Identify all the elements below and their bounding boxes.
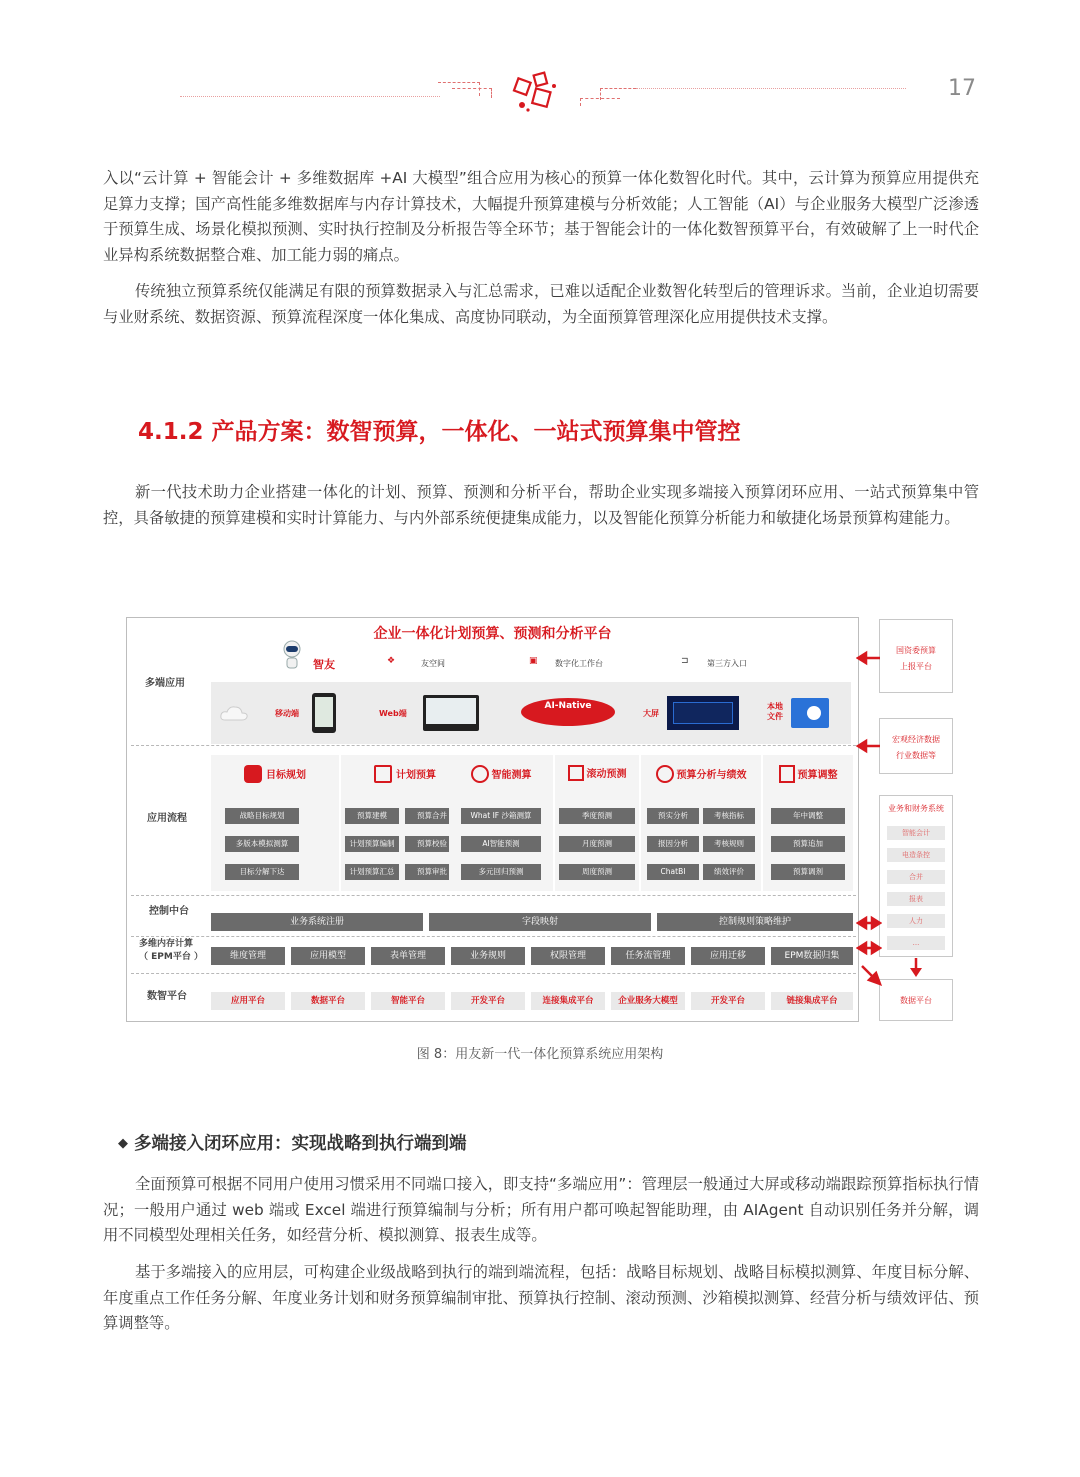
side-chip: 智能会计 xyxy=(887,826,945,840)
column-label-rolling-forecast: 滚动预测 xyxy=(586,769,627,780)
chart-icon xyxy=(568,765,584,781)
page-number: 17 xyxy=(948,76,976,101)
column-rolling-forecast xyxy=(555,755,639,891)
column-label-analysis: 预算分析与绩效 xyxy=(676,770,747,781)
column-label-plan-budget: 计划预算 xyxy=(396,770,436,781)
epm-bar: 权限管理 xyxy=(531,947,605,965)
folder-icon xyxy=(791,698,829,728)
flow-item: 计划预算编制 xyxy=(345,836,399,852)
flow-item: 战略目标规划 xyxy=(225,808,299,824)
subsection-title: 多端接入闭环应用：实现战略到执行端到端 xyxy=(134,1134,467,1154)
flow-item: 预算校验 xyxy=(405,836,459,852)
column-title-target-planning xyxy=(211,765,339,783)
platform-bar: 应用平台 xyxy=(211,992,285,1010)
row-label-flow: 应用流程 xyxy=(147,813,187,824)
side-chip: 合并 xyxy=(887,870,945,884)
platform-bar: 连接集成平台 xyxy=(531,992,605,1010)
paragraph-traditional: 传统独立预算系统仅能满足有限的预算数据录入与汇总需求，已难以适配企业数智化转型后的管理诉求。当前，企业迫切需要与业财系统、数据资源、预算流程深度一体化集成、高度协同联动，为全面预算管理深化应用提供技术支撑。 xyxy=(103,282,979,326)
flow-item: 预算审批 xyxy=(405,864,459,880)
column-label-target-planning: 目标规划 xyxy=(266,770,306,781)
friend-space-icon: ❖ xyxy=(387,656,396,666)
app-zhiyou: 智友 xyxy=(313,658,335,671)
side-box-sasac xyxy=(879,619,953,693)
side-box-biz-finance xyxy=(879,795,953,957)
app-friend-space: 友空间 xyxy=(421,659,445,668)
cloud-icon xyxy=(219,704,249,722)
platform-bar: 开发平台 xyxy=(691,992,765,1010)
header-dotted-line-left xyxy=(180,96,440,97)
column-title-analysis xyxy=(641,765,761,783)
control-bar: 字段映射 xyxy=(429,913,651,931)
flow-item: 预算调剂 xyxy=(771,864,845,880)
side-label: 业务和财务系统 xyxy=(888,804,944,813)
epm-bar: EPM数据归集 xyxy=(771,947,853,965)
side-chip: 电造条控 xyxy=(887,848,945,862)
diagram-title: 企业一体化计划预算、预测和分析平台 xyxy=(373,626,612,642)
flow-item: 周度预测 xyxy=(559,864,635,880)
flow-item: 报因分析 xyxy=(647,836,699,852)
header-step-left-2 xyxy=(452,88,492,98)
column-label-budget-adjust: 预算调整 xyxy=(797,770,838,781)
side-label: 宏观经济数据 xyxy=(892,735,940,744)
epm-bar: 任务流管理 xyxy=(611,947,685,965)
flow-item: 考核规则 xyxy=(703,836,755,852)
flow-item: 月度预测 xyxy=(559,836,635,852)
mobile-device-icon xyxy=(312,693,336,733)
adjust-doc-icon xyxy=(779,765,795,783)
figure-caption: 图 8：用友新一代一体化预算系统应用架构 xyxy=(416,1047,664,1062)
platform-bar: 企业服务大模型 xyxy=(611,992,685,1010)
paragraph-new-tech: 新一代技术助力企业搭建一体化的计划、预算、预测和分析平台，帮助企业实现多端接入预算闭环应用、一站式预算集中管控，具备敏捷的预算建模和实时计算能力、与内外部系统便捷集成能力，以及智能化预算分析能力和敏捷化场景预算构建能力。 xyxy=(103,483,979,527)
workbench-icon: ▣ xyxy=(529,656,538,666)
row-label-epm-2: （ EPM平台 ） xyxy=(139,952,203,962)
paragraph-intro: 入以“云计算 + 智能会计 + 多维数据库 +AI 大模型”组合应用为核心的预算一体化数智化时代。其中，云计算为预算应用提供充足算力支撑；国产高性能多维数据库与内存计算技术，大幅提升预算建模与分析效能；人工智能（AI）与企业服务大模型广泛渗透于预算生成、场景化模拟预测、实时执行控制及分析报告等全环节；基于智能会计的一体化数智预算平台，有效破解了上一时代企业异构系统数据整合难、加工能力弱的痛点。 xyxy=(103,169,979,264)
flow-item: ChatBI xyxy=(647,864,699,880)
separator-3 xyxy=(131,936,856,937)
side-label: 上报平台 xyxy=(900,662,932,671)
side-label: 国资委预算 xyxy=(896,646,936,655)
column-analysis-performance xyxy=(641,755,761,891)
edit-doc-icon xyxy=(374,765,392,783)
row-label-control: 控制中台 xyxy=(149,906,189,917)
side-label: 行业数据等 xyxy=(896,751,936,760)
header-dotted-line-right xyxy=(636,88,906,89)
app-third-party: 第三方入口 xyxy=(707,659,747,668)
endpoint-big-screen: 大屏 xyxy=(643,709,659,718)
endpoint-mobile: 移动端 xyxy=(275,709,299,718)
flow-item: 年中调整 xyxy=(771,808,845,824)
platform-bar: 链接集成平台 xyxy=(771,992,853,1010)
endpoint-web: Web端 xyxy=(379,709,407,718)
flow-item: 预算追加 xyxy=(771,836,845,852)
side-box-data-platform xyxy=(879,979,953,1021)
row-label-multi: 多端应用 xyxy=(145,678,185,689)
endpoint-local-file: 本地文件 xyxy=(767,702,783,721)
down-arrow-icon xyxy=(908,958,924,978)
third-party-icon: ⊐ xyxy=(681,656,689,666)
row-label-epm-1: 多维内存计算 xyxy=(139,939,194,949)
cubes-icon xyxy=(510,70,566,116)
epm-bar: 应用迁移 xyxy=(691,947,765,965)
yen-icon xyxy=(471,765,489,783)
app-workbench: 数字化工作台 xyxy=(555,659,603,668)
flow-item: AI智能预测 xyxy=(461,836,541,852)
flow-item: 目标分解下达 xyxy=(225,864,299,880)
epm-bar: 业务规则 xyxy=(451,947,525,965)
flow-item: 计划预算汇总 xyxy=(345,864,399,880)
flow-item: 预算合并 xyxy=(405,808,459,824)
paragraph-end-to-end: 基于多端接入的应用层，可构建企业级战略到执行的端到端流程，包括：战略目标规划、战略目标模拟测算、年度目标分解、年度重点工作任务分解、年度业务计划和财务预算编制审批、预算执行控制、滚动预测、沙箱模拟测算、经营分析与绩效评估、预算调整等。 xyxy=(103,1263,979,1332)
flow-item: 预算建模 xyxy=(345,808,399,824)
diamond-bullet-icon: ◆ xyxy=(118,1136,128,1151)
row-label-data: 数智平台 xyxy=(147,991,187,1002)
architecture-diagram xyxy=(126,617,859,1022)
column-budget-adjust xyxy=(763,755,853,891)
flow-item: What IF 沙箱测算 xyxy=(461,808,541,824)
side-label: 数据平台 xyxy=(900,996,932,1005)
platform-bar: 开发平台 xyxy=(451,992,525,1010)
column-title-smart-calc xyxy=(449,765,553,783)
separator-1 xyxy=(131,745,856,746)
platform-bar: 智能平台 xyxy=(371,992,445,1010)
platform-bar: 数据平台 xyxy=(291,992,365,1010)
database-icon xyxy=(244,765,262,783)
side-chip: ... xyxy=(887,936,945,950)
ai-native-badge xyxy=(521,698,615,726)
control-bar: 业务系统注册 xyxy=(211,913,423,931)
pie-chart-icon xyxy=(656,765,674,783)
epm-bar: 表单管理 xyxy=(371,947,445,965)
column-title-rolling-forecast xyxy=(555,765,639,781)
separator-2 xyxy=(131,895,856,896)
subsection-heading xyxy=(118,1130,467,1155)
side-box-macro xyxy=(879,718,953,774)
robot-icon xyxy=(279,640,305,672)
column-title-budget-adjust xyxy=(763,765,853,783)
big-screen-icon xyxy=(667,696,739,730)
epm-bar: 应用模型 xyxy=(291,947,365,965)
separator-4 xyxy=(131,973,856,974)
epm-bar: 维度管理 xyxy=(211,947,285,965)
side-chip: 人力 xyxy=(887,914,945,928)
flow-item: 多元回归预测 xyxy=(461,864,541,880)
column-label-smart-calc: 智能测算 xyxy=(491,770,532,781)
column-target-planning xyxy=(211,755,339,891)
flow-item: 考核指标 xyxy=(703,808,755,824)
section-heading: 4.1.2 产品方案：数智预算，一体化、一站式预算集中管控 xyxy=(138,419,741,445)
paragraph-multi-endpoint: 全面预算可根据不同用户使用习惯采用不同端口接入，即支持“多端应用”：管理层一般通过大屏或移动端跟踪预算指标执行情况；一般用户通过 web 端或 Excel 端进行预算编制与分析；所有用户都可唤起智能助理，由 AIAgent 自动识别任务并分解，调用不同模型处理相关任务，如经营分析、模拟测算、报表生成等。 xyxy=(103,1175,979,1244)
flow-item: 预实分析 xyxy=(647,808,699,824)
control-bar: 控制规则策略维护 xyxy=(657,913,853,931)
ai-native-label: AI-Native xyxy=(544,701,592,711)
header-step-right-2 xyxy=(600,88,636,100)
side-chip: 报表 xyxy=(887,892,945,906)
flow-item: 季度预测 xyxy=(559,808,635,824)
connector-arrows xyxy=(856,648,882,1008)
column-smart-calc xyxy=(449,755,553,891)
flow-item: 绩效评价 xyxy=(703,864,755,880)
web-monitor-icon xyxy=(423,695,479,731)
flow-item: 多版本模拟测算 xyxy=(225,836,299,852)
